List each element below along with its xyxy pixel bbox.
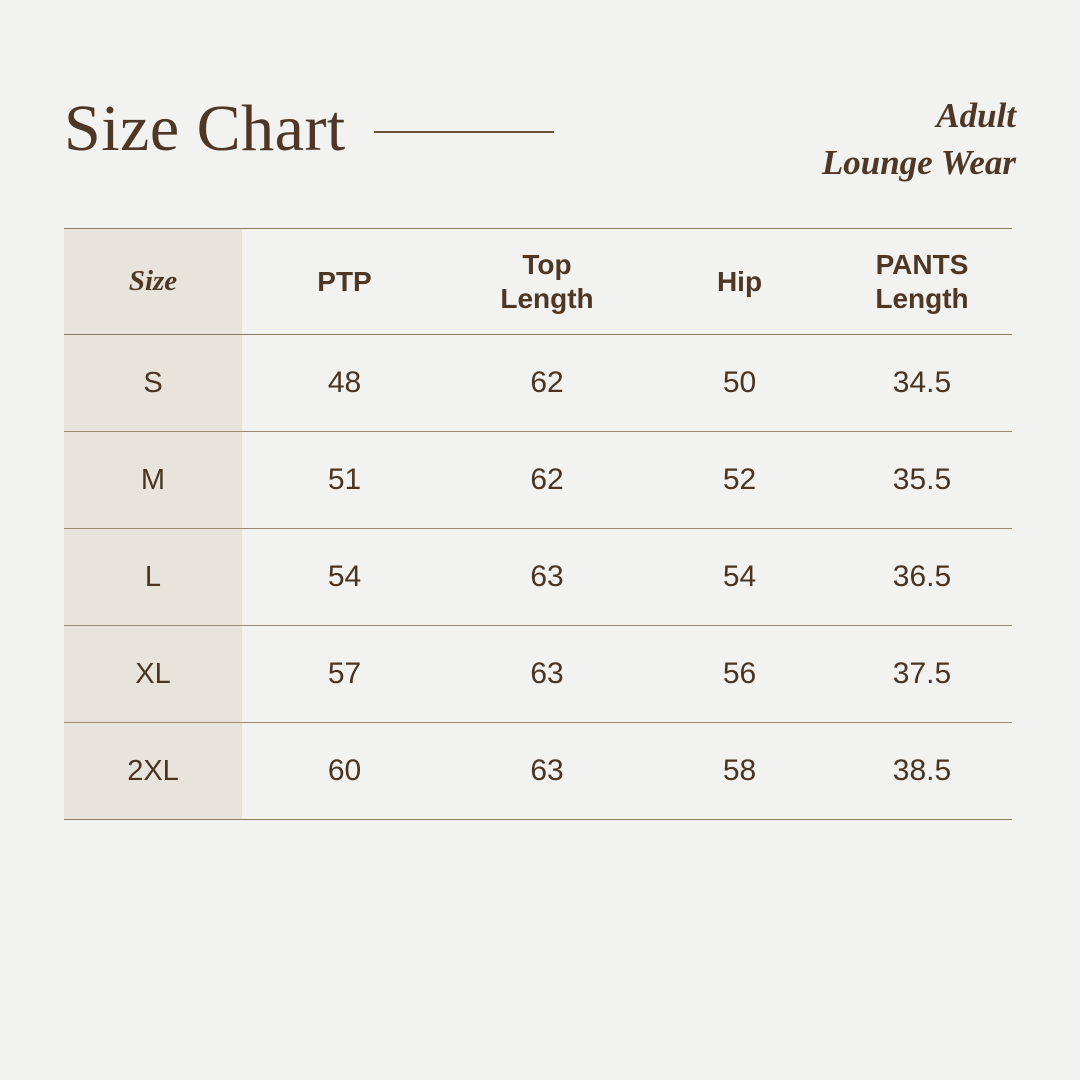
- cell-size: XL: [64, 626, 242, 723]
- cell-size: M: [64, 432, 242, 529]
- table-header: [64, 229, 1012, 335]
- table-header-row: [64, 229, 1012, 335]
- table-row: [64, 335, 1012, 432]
- cell-top-length: 62: [447, 432, 647, 529]
- column-header-top-length-line1: Top: [522, 248, 572, 280]
- cell-top-length: 62: [447, 335, 647, 432]
- cell-ptp: 54: [242, 529, 447, 626]
- column-header-top-length-line2: Length: [500, 282, 594, 314]
- cell-pants-length: 34.5: [832, 335, 1012, 432]
- page-title: Size Chart: [64, 92, 346, 165]
- subtitle-line-1: Adult: [936, 96, 1016, 135]
- cell-pants-length: 38.5: [832, 723, 1012, 820]
- cell-ptp: 48: [242, 335, 447, 432]
- cell-pants-length: 36.5: [832, 529, 1012, 626]
- cell-ptp: 60: [242, 723, 447, 820]
- cell-size: S: [64, 335, 242, 432]
- size-table-container: [64, 228, 1012, 820]
- cell-pants-length: 37.5: [832, 626, 1012, 723]
- cell-hip: 52: [647, 432, 832, 529]
- column-header-top-length: [447, 229, 647, 335]
- cell-top-length: 63: [447, 626, 647, 723]
- table-row: [64, 432, 1012, 529]
- size-table: [64, 228, 1012, 820]
- header: [64, 88, 1016, 198]
- subtitle-line-2: Lounge Wear: [821, 143, 1016, 183]
- cell-hip: 58: [647, 723, 832, 820]
- table-row: [64, 626, 1012, 723]
- cell-hip: 54: [647, 529, 832, 626]
- cell-size: L: [64, 529, 242, 626]
- column-header-hip: Hip: [647, 229, 832, 335]
- cell-hip: 56: [647, 626, 832, 723]
- table-row: [64, 723, 1012, 820]
- table-row: [64, 529, 1012, 626]
- column-header-pants-length-line2: Length: [875, 282, 969, 314]
- cell-size: 2XL: [64, 723, 242, 820]
- column-header-ptp: PTP: [242, 229, 447, 335]
- title-group: [64, 88, 554, 165]
- subtitle: [822, 88, 1016, 187]
- cell-top-length: 63: [447, 529, 647, 626]
- cell-pants-length: 35.5: [832, 432, 1012, 529]
- column-header-size: Size: [64, 229, 242, 335]
- cell-ptp: 57: [242, 626, 447, 723]
- column-header-pants-length: [832, 229, 1012, 335]
- column-header-pants-length-line1: PANTS: [875, 248, 969, 280]
- title-divider: [374, 131, 554, 133]
- cell-hip: 50: [647, 335, 832, 432]
- cell-top-length: 63: [447, 723, 647, 820]
- cell-ptp: 51: [242, 432, 447, 529]
- table-body: [64, 335, 1012, 820]
